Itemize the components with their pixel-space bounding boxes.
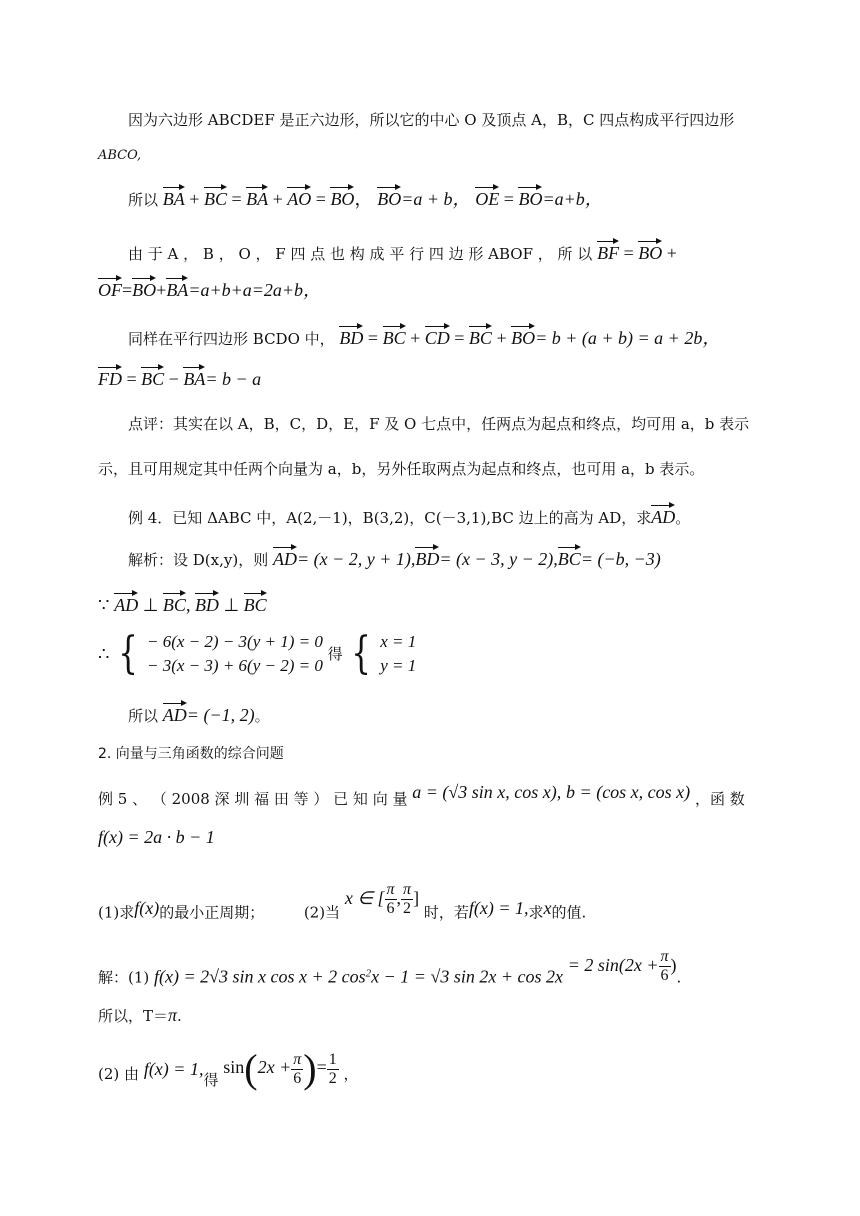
vector-oe: OE <box>475 184 499 208</box>
example-5: 例 5 、 （ 2008 深 圳 福 田 等 ） 已 知 向 量 a = (√3 sin x, cos x), b = (cos x, cos x) ，函 数 <box>98 782 745 808</box>
system-equations: − 6(x − 2) − 3(y + 1) = 0 − 3(x − 3) + 6(y − 2) = 0 <box>147 632 323 675</box>
vector-bc: BC <box>558 544 581 568</box>
vector-bf: BF <box>597 238 619 262</box>
solution-4: 解析：设 D(x,y)，则 AD= (x − 2, y + 1),BD= (x − 3, y − 2),BC= (−b, −3) <box>128 544 661 571</box>
vector-bc: BC <box>163 590 186 614</box>
para-fd: FD = BC − BA= b − a <box>98 364 261 391</box>
vector-ba: BA <box>183 364 205 388</box>
vector-bo: BO <box>132 275 156 299</box>
equation-system: ∴ { − 6(x − 2) − 3(y + 1) = 0 − 3(x − 3) + 6(y − 2) = 0 得 { x = 1 y = 1 <box>98 628 417 679</box>
para-vector-sum: 所以 BA + BC = BA + AO = BO， BO=a + b， OE = BO=a+b， <box>128 184 603 211</box>
questions: (1)求f(x)的最小正周期； (2)当 x ∈ [ $\frac{\pi}{6}$ , $\frac{\pi}{2}$ ] 时，若f(x) = 1,求x的值. <box>98 881 587 922</box>
example-4: 例 4．已知 ΔABC 中，A(2,－1)，B(3,2)，C(－3,1),BC 边上的高为 AD，求AD。 <box>128 502 690 529</box>
vector-bc: BC <box>204 184 227 208</box>
para-abof: 由 于 A ， B ， O ， F 四 点 也 构 成 平 行 四 边 形 ABOF ， 所 以 BF = BO + <box>128 238 677 265</box>
solution-5: 解：(1) f(x) = 2√3 sin x cos x + 2 $\cos^2x - 1 = √3$ sin 2x + cos 2x = 2 sin(2x + $\frac{\pi}{6}$ ). <box>98 948 682 987</box>
vector-ba: BA <box>166 275 188 299</box>
vector-bc: BC <box>469 323 492 347</box>
vector-bd: BD <box>195 590 219 614</box>
vector-cd: CD <box>425 323 450 347</box>
vector-bo: BO <box>377 184 401 208</box>
solution-5-part2: (2) 由 f(x) = 1,得 sin(2x + $\frac{\pi}{6}$ )= $\frac{1}{2}$ ， <box>98 1046 359 1091</box>
vector-fd: FD <box>98 364 122 388</box>
comment-line2: 示，且可用规定其中任两个向量为 a，b，另外任取两点为起点和终点，也可用 a，b 表示。 <box>98 460 705 478</box>
vector-bc: BC <box>244 590 267 614</box>
period-result: 所以，T＝π. <box>98 1005 182 1025</box>
vector-bo: BO <box>638 238 662 262</box>
vector-of: OF <box>98 275 122 299</box>
function-def: f(x) = 2a · b − 1 <box>98 827 215 847</box>
para-hexagon: 因为六边形 ABCDEF 是正六边形，所以它的中心 O 及顶点 A，B，C 四点构成平行四边形 <box>128 111 735 129</box>
system-solution: x = 1 y = 1 <box>380 632 417 675</box>
result-4: 所以 AD= (−1, 2)。 <box>128 700 270 727</box>
vector-bo: BO <box>511 323 535 347</box>
vector-ad: AD <box>273 544 297 568</box>
vector-bo: BO <box>518 184 542 208</box>
because-line: ∵ AD ⊥ BC, BD ⊥ BC <box>98 590 267 617</box>
vector-ad: AD <box>651 502 675 526</box>
left-brace: { <box>118 628 139 679</box>
vector-bc: BC <box>141 364 164 388</box>
section-title: 2. 向量与三角函数的综合问题 <box>98 746 284 762</box>
vector-ao: AO <box>287 184 311 208</box>
vector-bd: BD <box>415 544 439 568</box>
vector-ba: BA <box>246 184 268 208</box>
vector-ad: AD <box>163 700 187 724</box>
vector-bo: BO <box>330 184 354 208</box>
vector-ad: AD <box>114 590 138 614</box>
para-bcdo: 同样在平行四边形 BCDO 中， BD = BC + CD = BC + BO= b + (a + b) = a + 2b， <box>128 323 720 350</box>
vector-ba: BA <box>163 184 185 208</box>
para-hexagon-cont: ABCO, <box>98 148 142 163</box>
left-brace: { <box>351 628 372 679</box>
vector-bd: BD <box>339 323 363 347</box>
para-abof-cont: OF=BO+BA=a+b+a=2a+b， <box>98 275 321 302</box>
comment-line1: 点评：其实在以 A，B，C，D，E，F 及 O 七点中，任两点为起点和终点，均可用 a，b 表示 <box>128 415 750 433</box>
vector-bc: BC <box>383 323 406 347</box>
